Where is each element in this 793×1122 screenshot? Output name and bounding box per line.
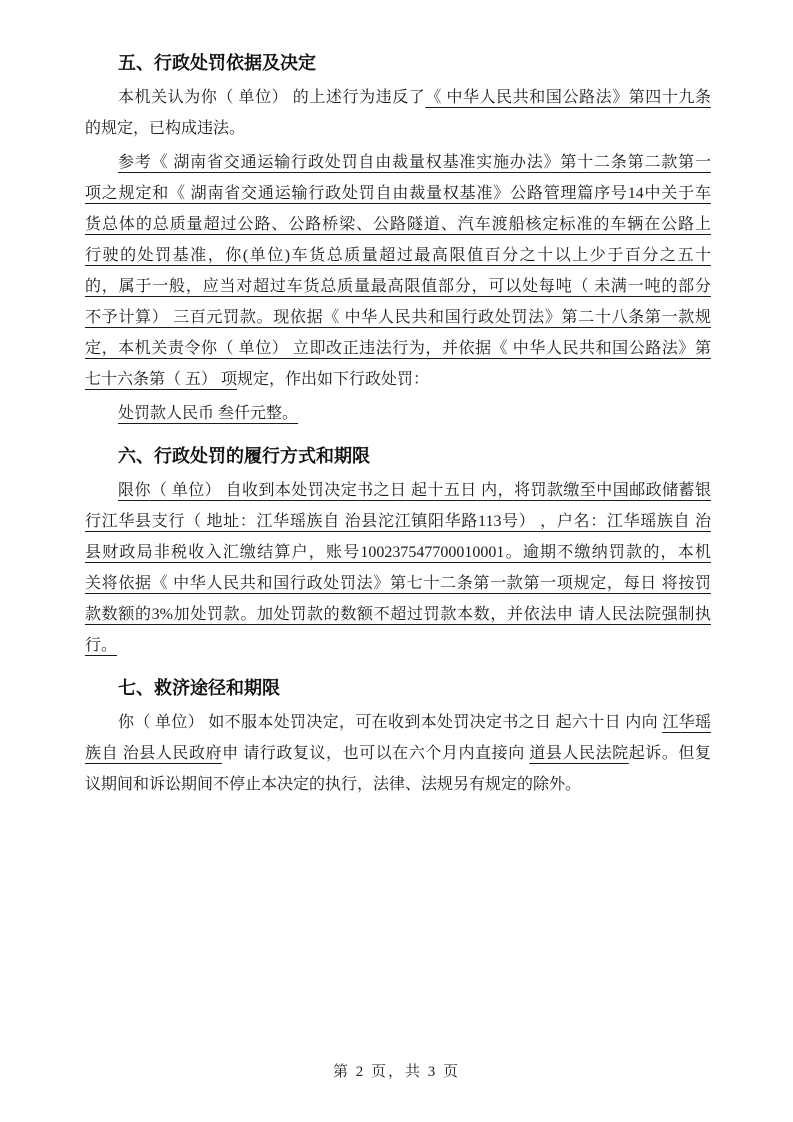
text-line: [85, 506, 711, 537]
paragraph: [85, 398, 711, 429]
text-line: [85, 364, 711, 395]
paragraph: [85, 147, 711, 395]
body-text: 规定，作出如下行政处罚：: [237, 371, 430, 388]
text-line: [85, 178, 711, 209]
underlined-text: 定，本机关责令你（ 单位） 立即改正违法行为，并依据《 中华人民共和国公路法》第: [85, 340, 711, 357]
text-line: [85, 333, 711, 364]
underlined-text: 县财政局非税收入汇缴结算户，账号100237547700010001。逾期不缴纳罚款的，本机: [85, 544, 711, 561]
body-text: 你（ 单位） 如不服本处罚决定，可在收到本处罚决定书之日 起六十日 内向: [118, 714, 663, 731]
underlined-text: 参考《 湖南省交通运输行政处罚自由裁量权基准实施办法》第十二条第二款第一: [118, 154, 711, 171]
underlined-text: 的，属于一般，应当对超过车货总质量最高限值部分，可以处每吨（ 未满一吨的部分: [85, 278, 711, 295]
underlined-text: 限你（ 单位） 自收到本处罚决定书之日 起十五日 内，将罚款缴至中国邮政储蓄银: [118, 482, 711, 499]
text-line: [85, 769, 711, 800]
document-section: [85, 441, 711, 661]
text-line: [85, 240, 711, 271]
section-heading: 六、行政处罚的履行方式和期限: [118, 446, 370, 466]
section-heading: 七、救济途径和期限: [118, 678, 280, 698]
underlined-text: 行江华县支行（ 地址：江华瑶族自 治县沱江镇阳华路113号） ，户名：江华瑶族自 治: [85, 513, 711, 530]
paragraph: [85, 707, 711, 800]
text-line: [85, 147, 711, 178]
section-heading: 五、行政处罚依据及决定: [118, 53, 316, 73]
page-number-footer: 第 2 页，共 3 页: [332, 1064, 460, 1080]
document-section: [85, 673, 711, 800]
underlined-text: 行。: [85, 637, 118, 654]
underlined-text: 处罚款人民币 叁仟元整。: [118, 405, 299, 422]
document-body: [85, 48, 711, 800]
underlined-text: 江华瑶: [662, 714, 711, 731]
body-text: 的规定，已构成违法。: [85, 120, 246, 137]
text-line: [85, 599, 711, 630]
underlined-text: 道县人民法院: [529, 745, 629, 762]
text-line: [85, 271, 711, 302]
underlined-text: 项之规定和《 湖南省交通运输行政处罚自由裁量权基准》公路管理篇序号14中关于车: [85, 185, 711, 202]
underlined-text: 关将依据《 中华人民共和国行政处罚法》第七十二条第一款第一项规定，每日 将按罚: [85, 575, 711, 592]
underlined-text: 货总体的总质量超过公路、公路桥梁、公路隧道、汽车渡船核定标准的车辆在公路上: [85, 216, 711, 233]
paragraph: [85, 475, 711, 661]
text-line: [85, 568, 711, 599]
text-line: [85, 302, 711, 333]
underlined-text: 七十六条第（ 五） 项: [85, 371, 238, 388]
text-line: [85, 475, 711, 506]
text-line: [85, 82, 711, 113]
underlined-text: 款数额的3%加处罚款。加处罚款的数额不超过罚款本数，并依法申 请人民法院强制执: [85, 606, 711, 623]
underlined-text: 族自 治县人民政府: [85, 745, 223, 762]
underlined-text: 《 中华人民共和国公路法》第四十九条: [425, 89, 711, 106]
text-line: [85, 209, 711, 240]
underlined-text: 不予计算） 三百元罚款。现依据《 中华人民共和国行政处罚法》第二十八条第一款规: [85, 309, 711, 326]
text-line: [85, 398, 711, 429]
text-line: [85, 707, 711, 738]
document-section: [85, 48, 711, 429]
text-line: [85, 537, 711, 568]
body-text: 起诉。但复: [628, 745, 711, 762]
body-text: 申 请行政复议，也可以在六个月内直接向: [222, 745, 530, 762]
paragraph: [85, 82, 711, 144]
text-line: [85, 738, 711, 769]
body-text: 本机关认为你（ 单位） 的上述行为违反了: [118, 89, 426, 106]
text-line: [85, 630, 711, 661]
body-text: 议期间和诉讼期间不停止本决定的执行，法律、法规另有规定的除外。: [85, 776, 582, 793]
text-line: [85, 113, 711, 144]
underlined-text: 行驶的处罚基准，你(单位)车货总质量超过最高限值百分之十以上少于百分之五十: [85, 247, 711, 264]
